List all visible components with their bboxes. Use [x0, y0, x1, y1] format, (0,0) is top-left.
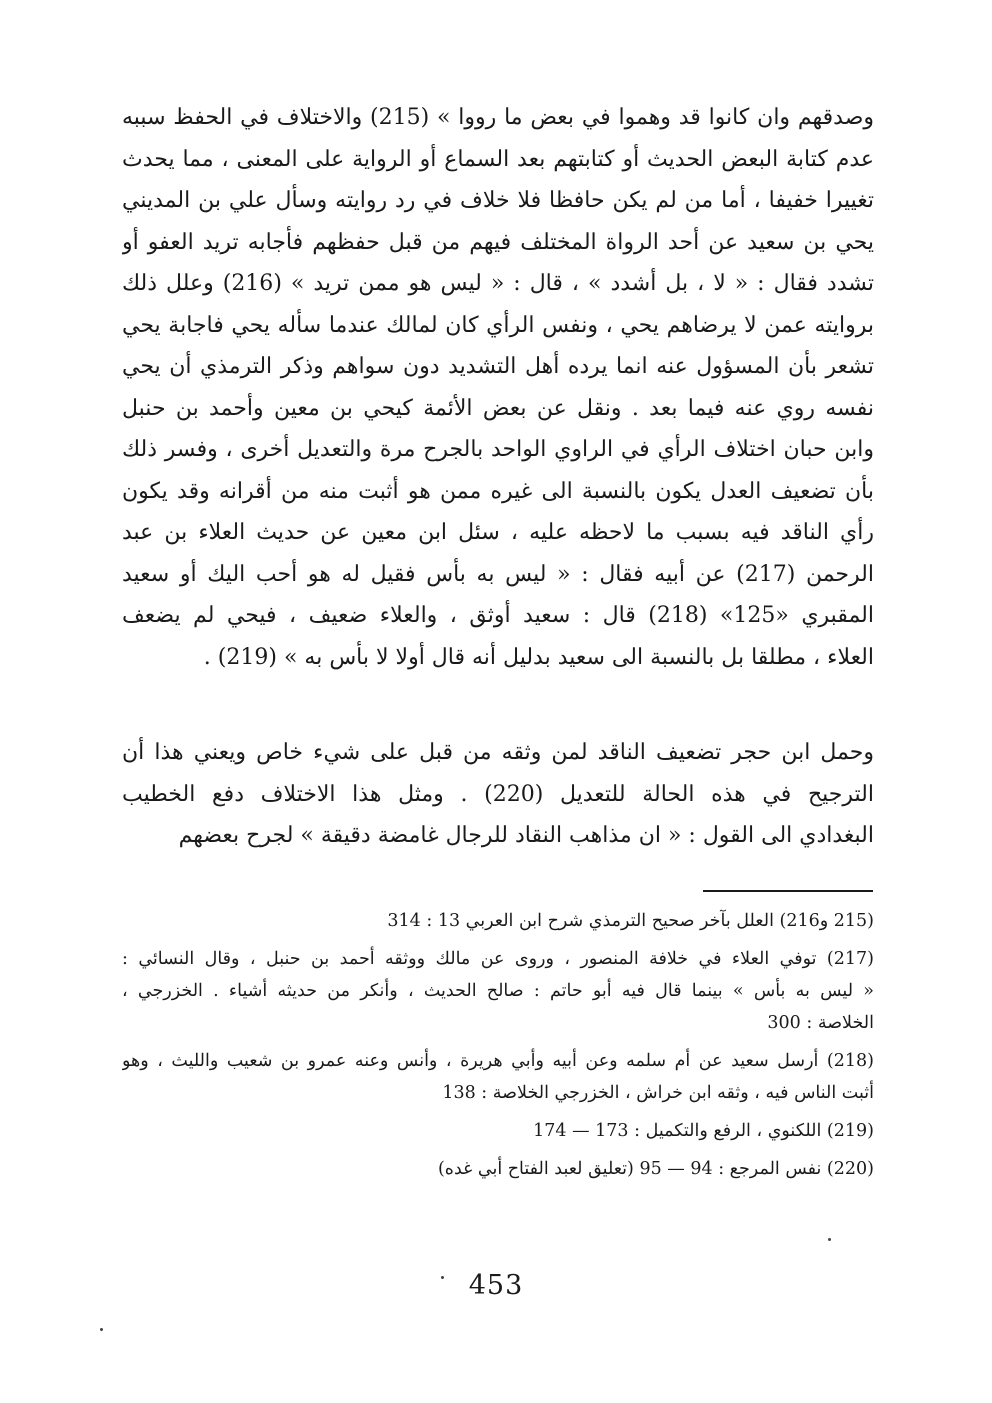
text-line: بروايته عمن لا يرضاهم يحي ، ونفس الرأي كان لمالك عندما سأله يحي فاجابة يحي	[122, 312, 874, 338]
footnote-218	[122, 1045, 874, 1109]
text-line: بأن تضعيف العدل يكون بالنسبة الى غيره ممن هو أثبت منه من أقرانه وقد يكون	[122, 478, 874, 504]
main-paragraph-1	[122, 97, 874, 678]
text-line: وصدقهم وان كانوا قد وهموا في بعض ما رووا » (215) والاختلاف في الحفظ سببه	[122, 105, 874, 130]
text-line: تشعر بأن المسؤول عنه انما يرده أهل التشديد دون سواهم وذكر الترمذي أن يحي	[122, 354, 874, 379]
footnote-line: « ليس به بأس » بينما قال فيه أبو حاتم : صالح الحديث ، وأنكر من حديثه أشياء . الخزرجي ،	[122, 981, 874, 1001]
text-line: الرحمن (217) عن أبيه فقال : « ليس به بأس فقيل له هو أحب اليك أو سعيد	[122, 561, 874, 587]
text-line: عدم كتابة البعض الحديث أو كتابتهم بعد السماع أو الرواية على المعنى ، مما يحدث	[122, 146, 874, 172]
footnote-line: (215 و216) العلل بآخر صحيح الترمذي شرح ابن العربي 13 : 314	[387, 911, 874, 931]
footnote-line: (218) أرسل سعيد عن أم سلمه وعن أبيه وأبي هريرة ، وأنس وعنه عمرو بن شعيب والليث ، وهو	[122, 1051, 874, 1071]
scan-speck	[441, 1276, 444, 1279]
footnote-219	[122, 1115, 874, 1147]
footnote-217	[122, 943, 874, 1039]
footnote-220	[122, 1153, 874, 1185]
footnote-line: أثبت الناس فيه ، وثقه ابن خراش ، الخزرجي الخلاصة : 138	[442, 1083, 874, 1103]
text-line: البغدادي الى القول : « ان مذاهب النقاد للرجال غامضة دقيقة » لجرح بعضهم	[178, 823, 874, 848]
text-line: رأي الناقد فيه بسبب ما لاحظه عليه ، سئل ابن معين عن حديث العلاء بن عبد	[122, 520, 874, 545]
footnote-215-216	[122, 905, 874, 937]
footnote-line: (220) نفس المرجع : 94 — 95 (تعليق لعبد الفتاح أبي غده)	[437, 1159, 874, 1179]
footnotes	[122, 905, 874, 1191]
scan-speck	[828, 1238, 831, 1241]
text-line: الترجيح في هذه الحالة للتعديل (220) . ومثل هذا الاختلاف دفع الخطيب	[122, 781, 874, 807]
text-line: وحمل ابن حجر تضعيف الناقد لمن وثقه من قبل على شيء خاص ويعني هذا أن	[122, 740, 874, 765]
text-line: العلاء ، مطلقا بل بالنسبة الى سعيد بدليل أنه قال أولا لا بأس به » (219) .	[203, 644, 874, 670]
footnote-line: (219) اللكنوي ، الرفع والتكميل : 173 — 174	[533, 1121, 874, 1141]
scan-speck	[100, 1328, 103, 1331]
text-line: تشدد فقال : « لا ، بل أشدد » ، قال : « ليس هو ممن تريد » (216) وعلل ذلك	[122, 271, 874, 296]
footnote-line: (217) توفي العلاء في خلافة المنصور ، وروى عن مالك ووثقه أحمد بن حنبل ، وقال النسائي :	[122, 949, 874, 969]
text-line: يحي بن سعيد عن أحد الرواة المختلف فيهم من قبل حفظهم فأجابه تريد العفو أو	[122, 229, 874, 255]
text-line: المقبري «125» (218) قال : سعيد أوثق ، والعلاء ضعيف ، فيحي لم يضعف	[122, 603, 874, 628]
page-number: 453	[468, 1270, 524, 1301]
footnote-separator	[703, 890, 873, 892]
text-line: وابن حبان اختلاف الرأي في الراوي الواحد بالجرح مرة والتعديل أخرى ، وفسر ذلك	[122, 437, 874, 462]
main-paragraph-2	[122, 732, 874, 857]
text-line: نفسه روي عنه فيما بعد . ونقل عن بعض الأئمة كيحي بن معين وأحمد بن حنبل	[122, 395, 874, 421]
footnote-line: الخلاصة : 300	[767, 1013, 874, 1033]
text-line: تغييرا خفيفا ، أما من لم يكن حافظا فلا خلاف في رد روايته وسأل علي بن المديني	[122, 188, 874, 213]
